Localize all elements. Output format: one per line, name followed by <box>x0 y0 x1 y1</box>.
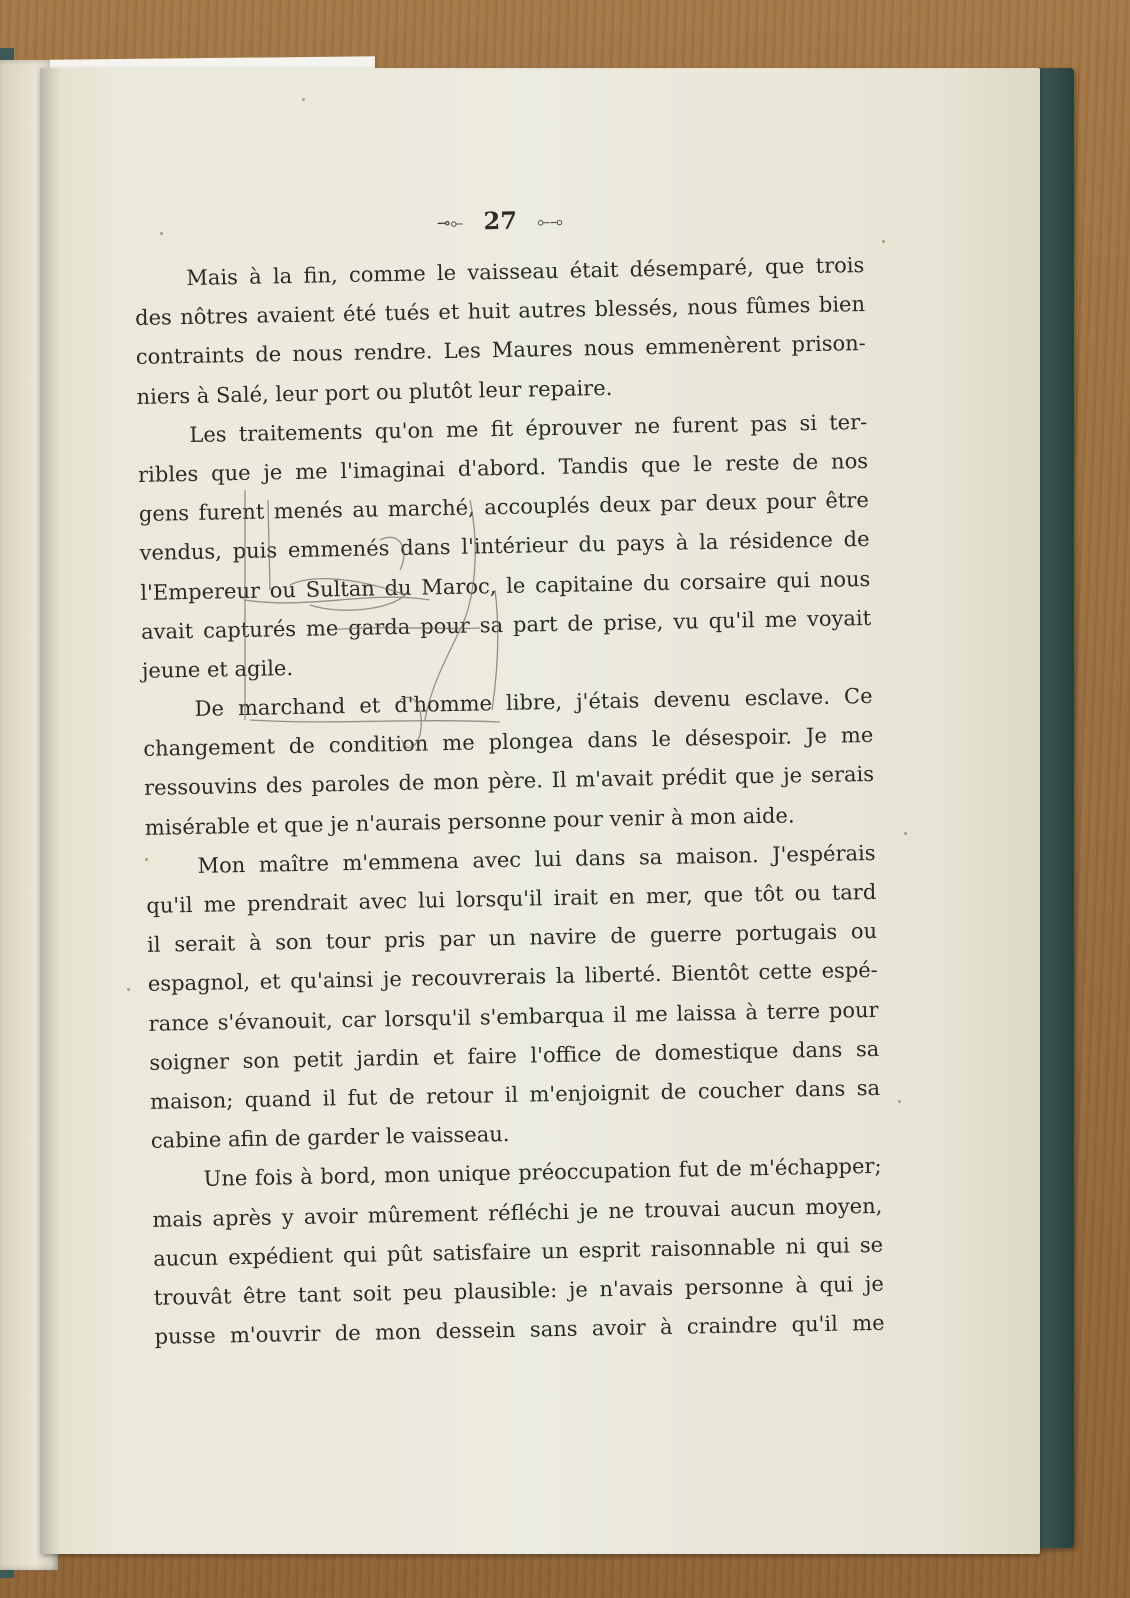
text-line: De marchand et d'homme libre, j'étais devenu esclave. Ce <box>194 683 873 721</box>
text-line: espagnol, et qu'ainsi je recouvrerais la liberté. Bientôt cette espé- <box>147 958 879 997</box>
text-line: ribles que je me l'imaginai d'abord. Tandis que le reste de nos <box>137 448 869 487</box>
page-number: 27 <box>483 205 518 236</box>
text-line: vendus, puis emmenés dans l'intérieur du pays à la résidence de <box>139 527 870 566</box>
paper-speck <box>904 832 907 835</box>
ornament-left-icon: ⊸⟜ <box>436 213 464 233</box>
text-line: pusse m'ouvrir de mon dessein sans avoir à craindre qu'il me <box>154 1310 885 1349</box>
text-line: misérable et que je n'aurais personne pour venir à mon aide. <box>144 803 795 840</box>
text-line: trouvât être tant soit peu plausible: je n'avais personne à qui je <box>153 1271 885 1310</box>
text-line: mais après y avoir mûrement réfléchi je ne trouvai aucun moyen, <box>152 1193 883 1232</box>
text-line: cabine afin de garder le vaisseau. <box>150 1122 510 1153</box>
text-line: Les traitements qu'on me fit éprouver ne furent pas si ter- <box>189 409 868 447</box>
page-header <box>400 205 601 248</box>
text-line: jeune et agile. <box>141 655 294 683</box>
paper-speck <box>127 988 130 991</box>
paper-speck <box>160 232 163 235</box>
ornament-right-icon: ⟜⊸ <box>537 211 564 231</box>
text-line: Mon maître m'emmena avec lui dans sa maison. J'espérais <box>197 840 876 878</box>
text-line: il serait à son tour pris par un navire de guerre portugais ou <box>146 919 878 958</box>
text-line: qu'il me prendrait avec lui lorsqu'il irait en mer, que tôt ou tard <box>146 879 877 918</box>
text-line: l'Empereur ou Sultan du Maroc, le capitaine du corsaire qui nous <box>140 566 871 605</box>
text-line: des nôtres avaient été tués et huit autres blessés, nous fûmes bien <box>134 292 866 331</box>
text-line: changement de condition me plongea dans le désespoir. Je me <box>143 723 874 762</box>
text-line: avait capturés me garda pour sa part de prise, vu qu'il me voyait <box>140 605 872 644</box>
spine-shadow <box>40 68 60 1554</box>
book-cover-edge <box>1038 68 1074 1548</box>
text-line: ressouvins des paroles de mon père. Il m'avait prédit que je serais <box>143 762 875 801</box>
paper-speck <box>882 240 885 243</box>
paper-speck <box>898 1100 901 1103</box>
text-line: Une fois à bord, mon unique préoccupation fut de m'échapper; <box>203 1154 882 1192</box>
text-line: aucun expédient qui pût satisfaire un esprit raisonnable ni qui se <box>152 1232 884 1271</box>
text-line: niers à Salé, leur port ou plutôt leur repaire. <box>136 375 613 409</box>
text-line: gens furent menés au marché, accouplés deux par deux pour être <box>138 488 869 527</box>
text-line: maison; quand il fut de retour il m'enjoignit de coucher dans sa <box>149 1075 881 1114</box>
text-line: rance s'évanouit, car lorsqu'il s'embarqua il me laissa à terre pour <box>148 997 879 1036</box>
text-line: contraints de nous rendre. Les Maures nous emmenèrent prison- <box>135 331 866 370</box>
text-line: soigner son petit jardin et faire l'office de domestique dans sa <box>149 1036 880 1075</box>
text-line: Mais à la fin, comme le vaisseau était désemparé, que trois <box>186 252 865 290</box>
paper-speck <box>302 98 305 101</box>
body-text <box>134 246 885 1357</box>
